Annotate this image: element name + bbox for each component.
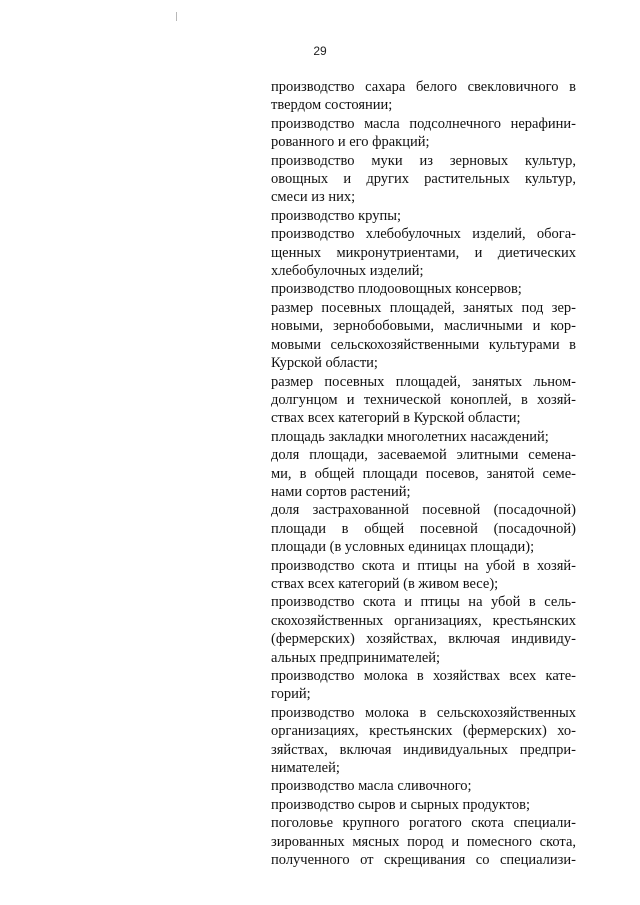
text-line: Курской области; (271, 355, 378, 372)
text-line: щенных микронутриентами, и диетических (271, 244, 576, 261)
text-line: производство крупы; (271, 207, 401, 224)
text-line: производство сыров и сырных продуктов; (271, 796, 531, 813)
text-line: горий; (271, 686, 311, 703)
text-line: ми, в общей площади посевов, занятой семе- (271, 465, 576, 482)
text-line: скохозяйственных организациях, крестьянских (271, 612, 576, 629)
text-line: доля площади, засеваемой элитными семена- (271, 447, 576, 464)
text-line: ствах всех категорий в Курской области; (271, 410, 521, 427)
text-line: долгунцом и технической коноплей, в хозяй- (271, 391, 576, 408)
text-line: производство плодоовощных консервов; (271, 281, 522, 298)
text-line: площадь закладки многолетних насаждений; (271, 428, 549, 445)
text-line: производство молока в сельскохозяйственных (271, 704, 576, 721)
text-line: смеси из них; (271, 189, 356, 206)
text-line: полученного от скрещивания со специализи- (271, 852, 576, 869)
text-line: производство молока в хозяйствах всех кате- (271, 668, 576, 684)
text-line: поголовье крупного рогатого скота специали- (271, 815, 576, 832)
text-line: нами сортов растений; (271, 483, 411, 500)
page-number: 29 (313, 44, 327, 58)
text-line: твердом состоянии; (271, 97, 393, 114)
text-line: производство скота и птицы на убой в сель- (271, 594, 576, 611)
text-line: новыми, зернобобовыми, масличными и кор- (271, 318, 576, 335)
scan-mark (176, 12, 177, 21)
text-line: ствах всех категорий (в живом весе); (271, 575, 499, 592)
text-line: зяйствах, включая индивидуальных предпри- (271, 741, 576, 758)
text-line: производство масла сливочного; (271, 778, 472, 795)
document-body (271, 78, 576, 869)
text-line: площади (в условных единицах площади); (271, 539, 535, 556)
text-line: площади в общей посевной (посадочной) (271, 520, 576, 537)
text-line: производство скота и птицы на убой в хозяй- (271, 557, 576, 574)
text-line: размер посевных площадей, занятых под зер- (271, 299, 576, 316)
text-line: альных предпринимателей; (271, 649, 441, 666)
text-line: производство масла подсолнечного нерафини- (271, 115, 576, 132)
text-line: производство хлебобулочных изделий, обога- (271, 226, 576, 243)
text-line: овощных и других растительных культур, (271, 171, 576, 188)
text-line: нимателей; (271, 760, 340, 777)
text-line: зированных мясных пород и помесного скота, (271, 833, 576, 850)
text-line: организациях, крестьянских (фермерских) хо- (271, 723, 576, 740)
text-line: размер посевных площадей, занятых льном- (271, 373, 576, 390)
text-line: доля застрахованной посевной (посадочной) (271, 502, 576, 519)
text-line: (фермерских) хозяйствах, включая индивиду- (271, 631, 576, 648)
text-line: мовыми сельскохозяйственными культурами в (271, 336, 576, 353)
text-line: производство сахара белого свекловичного в (271, 79, 576, 95)
text-line: рованного и его фракций; (271, 134, 430, 151)
text-line: хлебобулочных изделий; (271, 263, 424, 280)
text-line: производство муки из зерновых культур, (271, 152, 576, 169)
